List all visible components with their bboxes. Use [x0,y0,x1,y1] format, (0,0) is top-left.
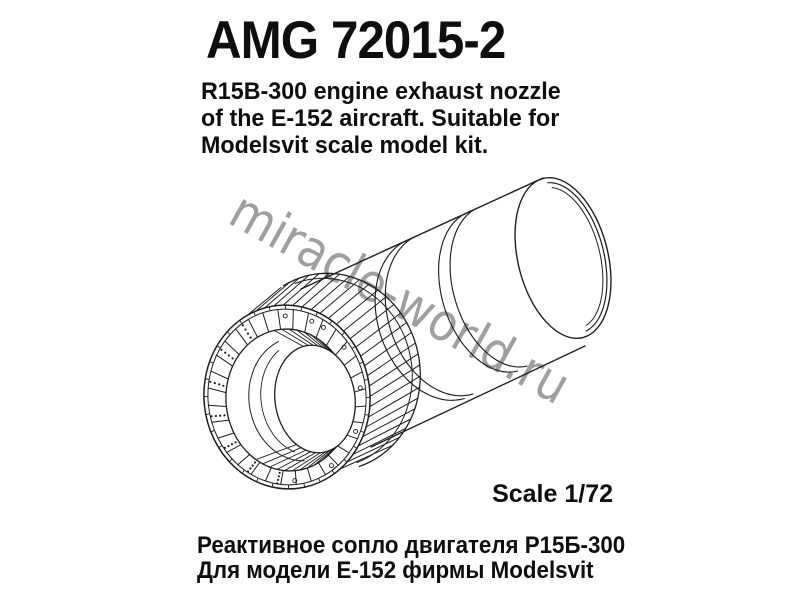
scale-label: Scale 1/72 [492,480,613,508]
description-line-3: Modelsvit scale model kit. [201,132,489,159]
watermark-text: miracle-world.ru [219,180,622,440]
description-line-2: of the E-152 aircraft. Suitable for [201,105,560,132]
footer-line-1: Реактивное сопло двигателя Р15Б-300 [197,532,626,559]
product-code-title: AMG 72015-2 [206,11,506,70]
footer-line-2: Для модели Е-152 фирмы Modelsvit [197,557,594,584]
description-line-1: R15B-300 engine exhaust nozzle [201,78,561,105]
footer-text [197,533,625,583]
